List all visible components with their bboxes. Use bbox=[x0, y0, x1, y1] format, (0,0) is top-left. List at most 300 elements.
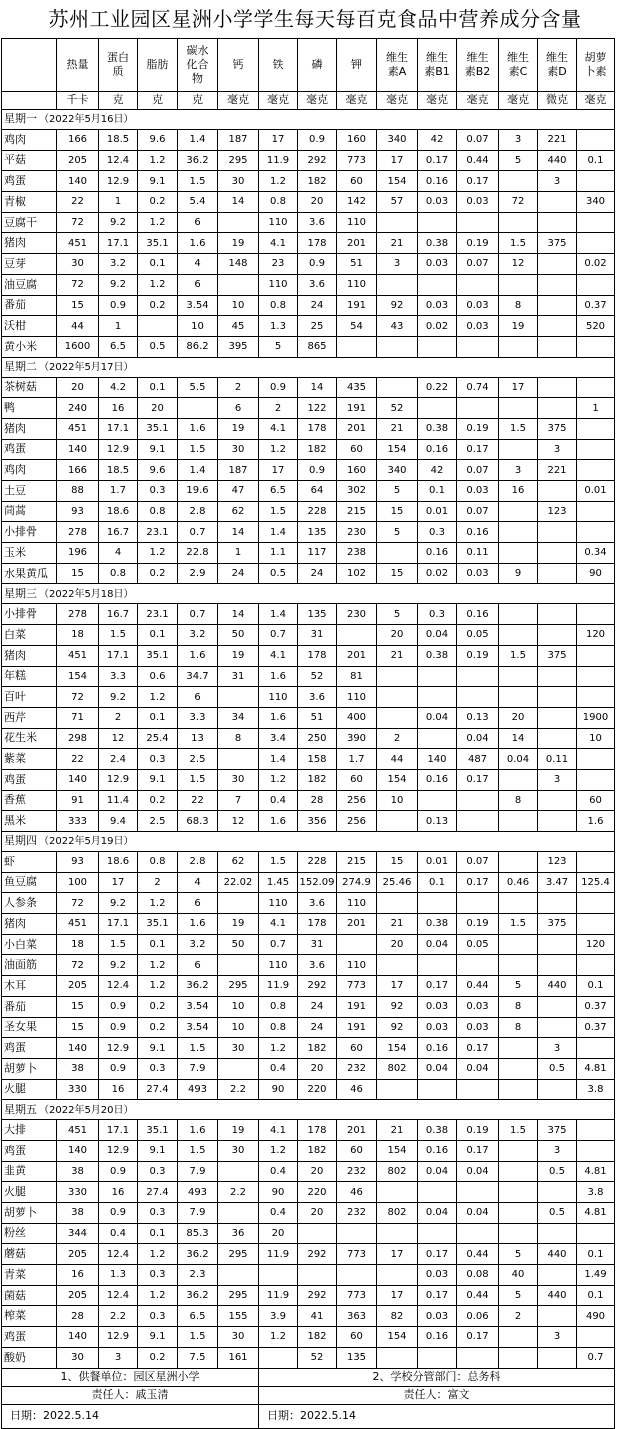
nutrient-value-cell bbox=[499, 522, 538, 543]
nutrient-value-cell bbox=[538, 316, 577, 337]
nutrient-value-cell: 27.4 bbox=[138, 1079, 178, 1100]
nutrient-value-cell: 1 bbox=[99, 316, 138, 337]
nutrient-value-cell: 802 bbox=[377, 1161, 418, 1182]
nutrient-value-cell: 4.1 bbox=[259, 233, 298, 254]
nutrient-value-cell bbox=[538, 604, 577, 625]
nutrient-value-cell: 0.8 bbox=[138, 501, 178, 522]
nutrient-value-cell: 220 bbox=[298, 1079, 337, 1100]
nutrient-value-cell: 46 bbox=[337, 1182, 377, 1203]
nutrient-value-cell: 1.2 bbox=[138, 955, 178, 976]
nutrient-value-cell bbox=[377, 707, 418, 728]
nutrient-value-cell: 0.05 bbox=[457, 934, 499, 955]
food-name-cell: 鸡蛋 bbox=[2, 1140, 57, 1161]
nutrient-value-cell: 0.4 bbox=[259, 1203, 298, 1224]
nutrient-value-cell: 6 bbox=[178, 212, 218, 233]
nutrient-value-cell: 0.44 bbox=[457, 150, 499, 171]
nutrient-value-cell: 0.07 bbox=[457, 460, 499, 481]
nutrient-value-cell: 0.19 bbox=[457, 418, 499, 439]
nutrient-value-cell: 3.4 bbox=[259, 728, 298, 749]
nutrient-value-cell: 1.2 bbox=[259, 171, 298, 192]
nutrient-value-cell: 3.8 bbox=[577, 1182, 615, 1203]
nutrient-value-cell: 11.9 bbox=[259, 1285, 298, 1306]
nutrient-value-cell: 0.9 bbox=[99, 295, 138, 316]
nutrient-value-cell: 3 bbox=[499, 460, 538, 481]
nutrient-value-cell: 9.1 bbox=[138, 769, 178, 790]
nutrient-value-cell: 2 bbox=[259, 398, 298, 419]
nutrient-value-cell: 10 bbox=[218, 996, 259, 1017]
nutrient-value-cell: 232 bbox=[337, 1161, 377, 1182]
nutrient-value-cell: 344 bbox=[57, 1223, 99, 1244]
nutrient-value-cell: 166 bbox=[57, 460, 99, 481]
nutrient-value-cell: 17 bbox=[377, 976, 418, 997]
food-name-cell: 酸奶 bbox=[2, 1347, 57, 1368]
nutrient-value-cell bbox=[418, 1347, 457, 1368]
column-header-line: 钙 bbox=[232, 58, 244, 72]
nutrient-value-cell: 23.1 bbox=[138, 604, 178, 625]
nutrient-value-cell bbox=[577, 377, 615, 398]
nutrient-value-cell: 0.7 bbox=[259, 934, 298, 955]
nutrient-value-cell: 86.2 bbox=[178, 336, 218, 357]
nutrient-value-cell: 182 bbox=[298, 171, 337, 192]
nutrient-value-cell: 11.4 bbox=[99, 790, 138, 811]
day-date: （2022年5月19日） bbox=[39, 836, 134, 848]
food-name-cell: 百叶 bbox=[2, 687, 57, 708]
food-name-cell: 小白菜 bbox=[2, 934, 57, 955]
nutrient-value-cell: 1900 bbox=[577, 707, 615, 728]
nutrient-value-cell: 9.6 bbox=[138, 460, 178, 481]
nutrient-value-cell: 42 bbox=[418, 130, 457, 151]
food-name-cell: 鱼豆腐 bbox=[2, 872, 57, 893]
nutrient-value-cell: 4.81 bbox=[577, 1203, 615, 1224]
nutrient-value-cell: 22.8 bbox=[178, 543, 218, 564]
nutrient-value-cell: 0.04 bbox=[418, 625, 457, 646]
food-name-cell: 平菇 bbox=[2, 150, 57, 171]
column-header bbox=[218, 39, 259, 92]
nutrient-value-cell: 2.8 bbox=[178, 501, 218, 522]
nutrient-value-cell: 6 bbox=[178, 687, 218, 708]
day-label-cell bbox=[2, 832, 138, 852]
nutrient-value-cell: 110 bbox=[337, 274, 377, 295]
day-header-row bbox=[2, 832, 615, 852]
nutrient-value-cell bbox=[538, 1223, 577, 1244]
nutrient-value-cell: 191 bbox=[337, 996, 377, 1017]
day-label: 星期四 bbox=[4, 834, 37, 848]
nutrient-value-cell: 0.38 bbox=[418, 1120, 457, 1141]
nutrient-value-cell: 0.3 bbox=[418, 522, 457, 543]
nutrient-value-cell: 54 bbox=[337, 316, 377, 337]
column-header bbox=[259, 39, 298, 92]
nutrient-value-cell: 0.38 bbox=[418, 914, 457, 935]
nutrient-value-cell: 0.9 bbox=[99, 1017, 138, 1038]
nutrient-value-cell: 21 bbox=[377, 914, 418, 935]
nutrient-value-cell: 0.5 bbox=[259, 563, 298, 584]
nutrient-value-cell: 18.6 bbox=[99, 501, 138, 522]
nutrient-value-cell: 390 bbox=[337, 728, 377, 749]
nutrient-value-cell: 0.03 bbox=[457, 481, 499, 502]
nutrient-value-cell: 375 bbox=[538, 418, 577, 439]
nutrient-value-cell bbox=[538, 728, 577, 749]
nutrient-value-cell: 6 bbox=[218, 398, 259, 419]
nutrient-value-cell: 3.2 bbox=[178, 934, 218, 955]
nutrient-value-cell bbox=[138, 316, 178, 337]
nutrient-value-cell: 178 bbox=[298, 233, 337, 254]
nutrient-value-cell: 154 bbox=[57, 666, 99, 687]
column-header bbox=[418, 39, 457, 92]
nutrient-value-cell: 9.2 bbox=[99, 274, 138, 295]
nutrient-value-cell: 9.2 bbox=[99, 893, 138, 914]
nutrient-value-cell: 0.03 bbox=[418, 254, 457, 275]
nutrient-value-cell bbox=[577, 274, 615, 295]
nutrient-value-cell bbox=[298, 1265, 337, 1286]
nutrient-value-cell: 178 bbox=[298, 645, 337, 666]
nutrient-value-cell: 178 bbox=[298, 418, 337, 439]
nutrient-value-cell: 6 bbox=[178, 274, 218, 295]
nutrient-value-cell: 0.8 bbox=[259, 996, 298, 1017]
food-row bbox=[2, 254, 615, 275]
nutrient-value-cell: 4.81 bbox=[577, 1161, 615, 1182]
nutrient-value-cell: 30 bbox=[218, 1140, 259, 1161]
nutrient-value-cell: 375 bbox=[538, 914, 577, 935]
day-date: （2022年5月16日） bbox=[39, 114, 134, 126]
food-row bbox=[2, 1347, 615, 1368]
nutrient-value-cell: 1.5 bbox=[259, 852, 298, 873]
food-row bbox=[2, 377, 615, 398]
nutrient-value-cell bbox=[218, 1203, 259, 1224]
nutrient-value-cell: 110 bbox=[259, 274, 298, 295]
nutrient-value-cell: 41 bbox=[298, 1306, 337, 1327]
nutrient-value-cell bbox=[499, 955, 538, 976]
nutrient-value-cell: 201 bbox=[337, 233, 377, 254]
nutrient-value-cell: 120 bbox=[577, 625, 615, 646]
nutrient-value-cell: 135 bbox=[337, 1347, 377, 1368]
nutrient-value-cell: 50 bbox=[218, 934, 259, 955]
nutrient-value-cell: 17.1 bbox=[99, 233, 138, 254]
food-name-cell: 黄小米 bbox=[2, 336, 57, 357]
nutrient-value-cell bbox=[577, 1327, 615, 1348]
nutrient-value-cell bbox=[538, 996, 577, 1017]
nutrient-value-cell: 0.37 bbox=[577, 295, 615, 316]
nutrient-value-cell: 160 bbox=[337, 460, 377, 481]
nutrient-value-cell bbox=[577, 1038, 615, 1059]
nutrient-value-cell bbox=[499, 501, 538, 522]
nutrient-value-cell: 0.3 bbox=[138, 749, 178, 770]
unit-cell: 毫克 bbox=[298, 92, 337, 110]
nutrient-value-cell: 46 bbox=[337, 1079, 377, 1100]
food-row bbox=[2, 645, 615, 666]
nutrient-value-cell: 0.1 bbox=[138, 377, 178, 398]
nutrient-value-cell: 0.07 bbox=[457, 254, 499, 275]
food-row bbox=[2, 274, 615, 295]
column-header bbox=[577, 39, 615, 92]
food-name-cell: 土豆 bbox=[2, 481, 57, 502]
nutrient-value-cell: 9.4 bbox=[99, 811, 138, 832]
nutrient-value-cell bbox=[577, 914, 615, 935]
food-name-cell: 水果黄瓜 bbox=[2, 563, 57, 584]
nutrient-value-cell: 110 bbox=[259, 893, 298, 914]
column-header bbox=[178, 39, 218, 92]
nutrient-value-cell: 20 bbox=[298, 1161, 337, 1182]
food-row bbox=[2, 872, 615, 893]
nutrient-value-cell bbox=[577, 1223, 615, 1244]
nutrient-value-cell: 0.2 bbox=[138, 1017, 178, 1038]
nutrient-value-cell: 240 bbox=[57, 398, 99, 419]
food-row bbox=[2, 212, 615, 233]
nutrient-value-cell bbox=[577, 522, 615, 543]
food-name-cell: 蘑菇 bbox=[2, 1244, 57, 1265]
nutrient-value-cell: 9.1 bbox=[138, 1038, 178, 1059]
nutrient-value-cell bbox=[218, 687, 259, 708]
nutrient-value-cell: 12 bbox=[499, 254, 538, 275]
food-name-cell: 青菜 bbox=[2, 1265, 57, 1286]
food-row bbox=[2, 955, 615, 976]
nutrient-value-cell bbox=[418, 212, 457, 233]
nutrient-value-cell bbox=[577, 749, 615, 770]
nutrient-value-cell bbox=[418, 955, 457, 976]
column-header-line: 热量 bbox=[66, 58, 89, 72]
nutrient-value-cell: 2.5 bbox=[138, 811, 178, 832]
nutrient-value-cell: 22 bbox=[178, 790, 218, 811]
nutrient-value-cell: 3.6 bbox=[298, 893, 337, 914]
food-row bbox=[2, 418, 615, 439]
nutrient-value-cell: 0.3 bbox=[138, 1161, 178, 1182]
nutrient-value-cell bbox=[298, 1223, 337, 1244]
nutrient-value-cell: 6 bbox=[178, 955, 218, 976]
nutrient-value-cell: 10 bbox=[218, 295, 259, 316]
food-row bbox=[2, 150, 615, 171]
nutrient-value-cell: 10 bbox=[377, 790, 418, 811]
nutrient-value-cell: 3.6 bbox=[298, 274, 337, 295]
nutrient-value-cell: 0.03 bbox=[418, 1265, 457, 1286]
food-name-cell: 番茄 bbox=[2, 295, 57, 316]
nutrient-value-cell: 16 bbox=[57, 1265, 99, 1286]
nutrient-value-cell: 85.3 bbox=[178, 1223, 218, 1244]
nutrient-value-cell: 0.44 bbox=[457, 1244, 499, 1265]
nutrient-value-cell: 30 bbox=[218, 1038, 259, 1059]
nutrient-value-cell: 0.8 bbox=[138, 852, 178, 873]
nutrient-value-cell: 0.05 bbox=[457, 625, 499, 646]
nutrient-value-cell: 20 bbox=[57, 377, 99, 398]
footer-right-cell: 2、学校分管部门：总务科 bbox=[259, 1368, 615, 1386]
nutrient-value-cell bbox=[377, 377, 418, 398]
nutrient-value-cell: 22.02 bbox=[218, 872, 259, 893]
nutrient-value-cell: 0.04 bbox=[499, 749, 538, 770]
nutrient-value-cell: 3.2 bbox=[99, 254, 138, 275]
nutrient-value-cell: 0.11 bbox=[538, 749, 577, 770]
header-corner-cell bbox=[2, 39, 57, 92]
nutrient-value-cell: 0.04 bbox=[418, 934, 457, 955]
nutrient-value-cell: 440 bbox=[538, 976, 577, 997]
nutrient-value-cell: 110 bbox=[259, 212, 298, 233]
food-row bbox=[2, 666, 615, 687]
nutrient-value-cell: 340 bbox=[577, 192, 615, 213]
nutrient-value-cell: 125.4 bbox=[577, 872, 615, 893]
nutrient-value-cell: 375 bbox=[538, 1120, 577, 1141]
nutrient-value-cell bbox=[218, 1161, 259, 1182]
nutrient-value-cell: 0.01 bbox=[577, 481, 615, 502]
nutrient-value-cell bbox=[577, 666, 615, 687]
nutrient-value-cell: 0.9 bbox=[298, 460, 337, 481]
nutrient-value-cell: 201 bbox=[337, 1120, 377, 1141]
food-row bbox=[2, 1161, 615, 1182]
food-row bbox=[2, 1265, 615, 1286]
nutrient-value-cell: 4.81 bbox=[577, 1058, 615, 1079]
unit-cell: 克 bbox=[99, 92, 138, 110]
nutrient-value-cell: 191 bbox=[337, 1017, 377, 1038]
nutrient-value-cell bbox=[499, 1161, 538, 1182]
food-name-cell: 猪肉 bbox=[2, 233, 57, 254]
unit-cell: 毫克 bbox=[337, 92, 377, 110]
nutrient-value-cell: 182 bbox=[298, 439, 337, 460]
nutrient-value-cell bbox=[418, 728, 457, 749]
nutrient-value-cell: 3 bbox=[538, 171, 577, 192]
food-row bbox=[2, 1120, 615, 1141]
nutrient-value-cell: 215 bbox=[337, 852, 377, 873]
nutrient-value-cell: 19 bbox=[218, 645, 259, 666]
day-header-row bbox=[2, 110, 615, 130]
nutrient-value-cell: 0.6 bbox=[138, 666, 178, 687]
nutrient-value-cell: 22 bbox=[57, 749, 99, 770]
nutrient-value-cell: 0.16 bbox=[418, 1140, 457, 1161]
food-row bbox=[2, 130, 615, 151]
nutrient-value-cell: 12.4 bbox=[99, 1244, 138, 1265]
nutrient-value-cell: 1.2 bbox=[138, 150, 178, 171]
nutrient-value-cell bbox=[499, 1140, 538, 1161]
nutrient-value-cell bbox=[499, 769, 538, 790]
nutrient-value-cell: 13 bbox=[178, 728, 218, 749]
nutrient-value-cell bbox=[538, 212, 577, 233]
nutrient-value-cell bbox=[577, 769, 615, 790]
nutrient-value-cell: 0.3 bbox=[138, 1203, 178, 1224]
nutrient-value-cell: 8 bbox=[499, 295, 538, 316]
nutrient-value-cell: 20 bbox=[298, 1203, 337, 1224]
nutrient-value-cell: 71 bbox=[57, 707, 99, 728]
nutrient-value-cell bbox=[538, 1079, 577, 1100]
nutrient-value-cell: 1.6 bbox=[259, 811, 298, 832]
nutrient-value-cell: 0.03 bbox=[457, 563, 499, 584]
nutrient-value-cell: 30 bbox=[57, 254, 99, 275]
nutrient-value-cell: 1.7 bbox=[337, 749, 377, 770]
nutrient-value-cell: 1.6 bbox=[259, 666, 298, 687]
nutrient-value-cell bbox=[337, 934, 377, 955]
nutrient-value-cell bbox=[337, 625, 377, 646]
nutrient-value-cell: 20 bbox=[377, 625, 418, 646]
nutrient-value-cell bbox=[418, 790, 457, 811]
column-header-line: 磷 bbox=[311, 58, 323, 72]
nutrient-value-cell: 0.19 bbox=[457, 233, 499, 254]
footer-unit-row bbox=[2, 1368, 615, 1386]
nutrient-value-cell: 5 bbox=[499, 150, 538, 171]
nutrient-value-cell: 4.1 bbox=[259, 645, 298, 666]
day-label-cell bbox=[2, 357, 138, 377]
nutrient-value-cell bbox=[377, 543, 418, 564]
food-row bbox=[2, 976, 615, 997]
nutrient-value-cell bbox=[457, 893, 499, 914]
unit-cell: 毫克 bbox=[377, 92, 418, 110]
nutrient-value-cell: 295 bbox=[218, 1244, 259, 1265]
nutrient-value-cell: 298 bbox=[57, 728, 99, 749]
nutrient-value-cell: 8 bbox=[499, 996, 538, 1017]
nutrient-value-cell: 5 bbox=[499, 1244, 538, 1265]
nutrient-value-cell: 0.1 bbox=[138, 934, 178, 955]
nutrient-value-cell: 0.03 bbox=[457, 316, 499, 337]
nutrient-value-cell: 3.6 bbox=[298, 687, 337, 708]
nutrient-value-cell: 1.5 bbox=[499, 914, 538, 935]
nutrient-value-cell: 1.2 bbox=[259, 769, 298, 790]
nutrient-value-cell: 330 bbox=[57, 1182, 99, 1203]
nutrient-value-cell bbox=[377, 1265, 418, 1286]
nutrient-value-cell: 60 bbox=[337, 1327, 377, 1348]
nutrient-value-cell: 230 bbox=[337, 604, 377, 625]
food-name-cell: 花生米 bbox=[2, 728, 57, 749]
nutrient-value-cell bbox=[377, 1347, 418, 1368]
nutrient-value-cell: 50 bbox=[218, 625, 259, 646]
units-corner-cell bbox=[2, 92, 57, 110]
nutrient-value-cell: 1 bbox=[99, 192, 138, 213]
nutrient-value-cell: 1.49 bbox=[577, 1265, 615, 1286]
day-date: （2022年5月20日） bbox=[39, 1104, 134, 1116]
nutrient-value-cell: 64 bbox=[298, 481, 337, 502]
nutrient-value-cell: 2.2 bbox=[218, 1079, 259, 1100]
column-header-line: 胡萝 bbox=[584, 51, 607, 65]
nutrient-value-cell: 154 bbox=[377, 1038, 418, 1059]
nutrient-value-cell: 182 bbox=[298, 1327, 337, 1348]
nutrient-value-cell: 3 bbox=[377, 254, 418, 275]
nutrient-value-cell: 201 bbox=[337, 645, 377, 666]
nutrient-value-cell: 15 bbox=[57, 1017, 99, 1038]
nutrient-value-cell: 1 bbox=[577, 398, 615, 419]
nutrient-value-cell: 31 bbox=[218, 666, 259, 687]
nutrient-value-cell bbox=[577, 336, 615, 357]
nutrient-value-cell: 140 bbox=[57, 1038, 99, 1059]
nutrient-value-cell: 1.6 bbox=[178, 645, 218, 666]
nutrient-value-cell: 21 bbox=[377, 233, 418, 254]
nutrient-value-cell: 18.6 bbox=[99, 852, 138, 873]
nutrient-value-cell: 35.1 bbox=[138, 233, 178, 254]
nutrient-value-cell: 3 bbox=[538, 1327, 577, 1348]
nutrient-value-cell bbox=[538, 192, 577, 213]
nutrient-value-cell: 302 bbox=[337, 481, 377, 502]
nutrient-value-cell: 51 bbox=[298, 707, 337, 728]
nutrient-value-cell bbox=[337, 336, 377, 357]
nutrient-value-cell: 25.46 bbox=[377, 872, 418, 893]
food-row bbox=[2, 1017, 615, 1038]
food-name-cell: 小排骨 bbox=[2, 604, 57, 625]
nutrient-value-cell bbox=[457, 1223, 499, 1244]
nutrient-value-cell: 44 bbox=[377, 749, 418, 770]
column-header bbox=[138, 39, 178, 92]
nutrient-value-cell: 36.2 bbox=[178, 976, 218, 997]
nutrient-value-cell: 232 bbox=[337, 1058, 377, 1079]
nutrient-value-cell: 6.5 bbox=[178, 1306, 218, 1327]
nutrient-value-cell: 12 bbox=[99, 728, 138, 749]
nutrient-value-cell bbox=[499, 934, 538, 955]
column-header-line: 素B2 bbox=[464, 65, 491, 78]
nutrient-value-cell: 295 bbox=[218, 1285, 259, 1306]
nutrient-value-cell bbox=[499, 1223, 538, 1244]
nutrient-value-cell bbox=[377, 336, 418, 357]
nutrient-value-cell: 42 bbox=[418, 460, 457, 481]
food-name-cell: 火腿 bbox=[2, 1079, 57, 1100]
nutrient-value-cell: 2 bbox=[499, 1306, 538, 1327]
nutrient-value-cell bbox=[577, 418, 615, 439]
nutrient-value-cell bbox=[499, 811, 538, 832]
nutrient-value-cell: 30 bbox=[218, 1327, 259, 1348]
nutrient-value-cell: 2.8 bbox=[178, 852, 218, 873]
nutrient-value-cell bbox=[577, 171, 615, 192]
food-name-cell: 猪肉 bbox=[2, 418, 57, 439]
nutrient-value-cell: 0.9 bbox=[99, 1058, 138, 1079]
column-header-line: 铁 bbox=[272, 58, 284, 72]
